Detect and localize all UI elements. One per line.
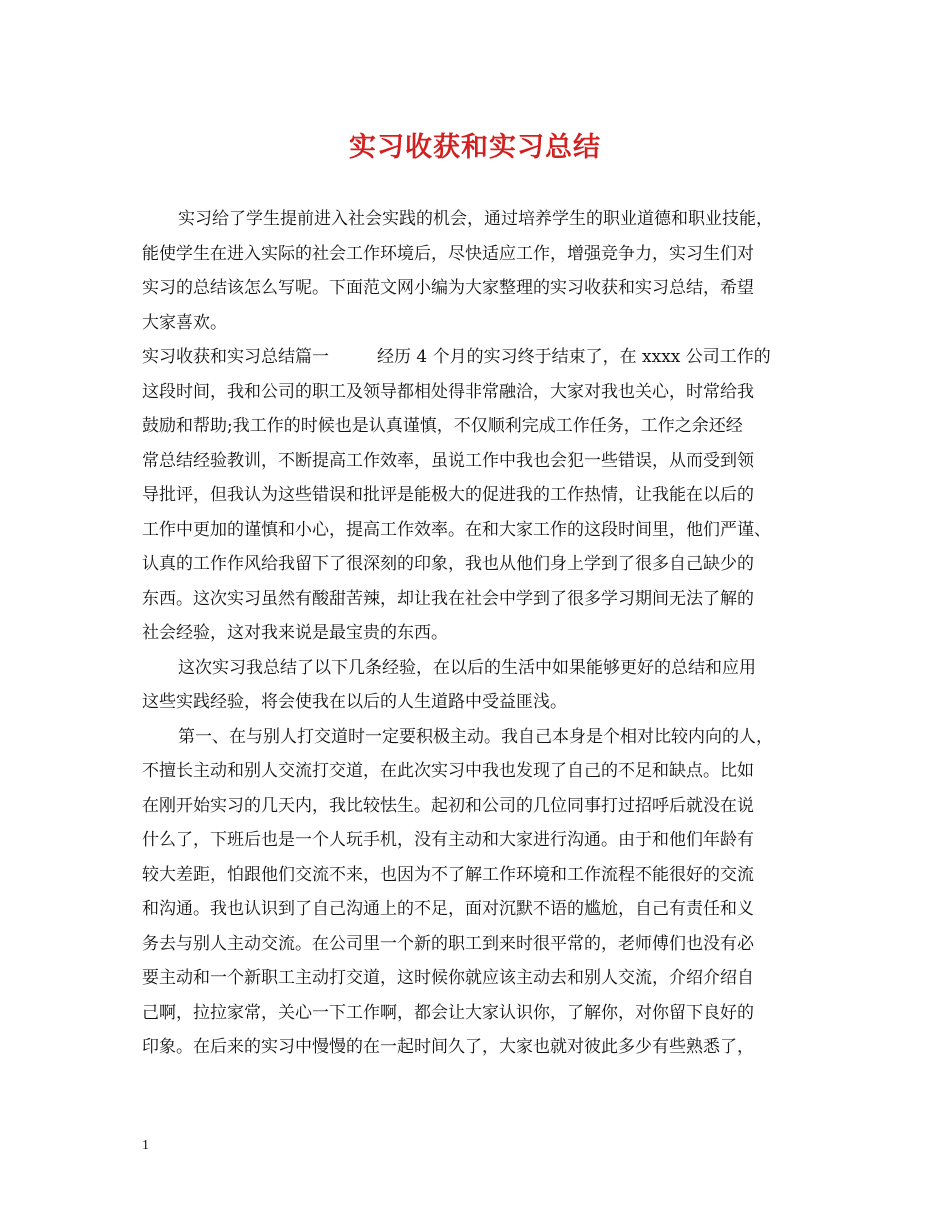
text-line: 东西。这次实习虽然有酸甜苦辣，却让我在社会中学到了很多学习期间无法了解的 xyxy=(142,588,754,609)
text-line: 工作中更加的谨慎和小心，提高工作效率。在和大家工作的这段时间里，他们严谨、 xyxy=(142,519,771,540)
section-text: 经历 4 个月的实习终于结束了，在 xxxx 公司工作的 xyxy=(377,347,771,367)
text-line: 较大差距，怕跟他们交流不来，也因为不了解工作环境和工作流程不能很好的交流 xyxy=(142,864,754,885)
text-line: 要主动和一个新职工主动打交道，这时候你就应该主动去和别人交流，介绍介绍自 xyxy=(142,968,754,988)
text-line: 认真的工作作风给我留下了很深刻的印象，我也从他们身上学到了很多自己缺少的 xyxy=(142,554,754,574)
text-line: 常总结经验教训，不断提高工作效率，虽说工作中我也会犯一些错误，从而受到领 xyxy=(142,450,754,471)
text-line: 这些实践经验，将会使我在以后的人生道路中受益匪浅。 xyxy=(142,692,567,712)
text-line: 印象。在后来的实习中慢慢的在一起时间久了，大家也就对彼此多少有些熟悉了， xyxy=(142,1037,754,1057)
page-number: 1 xyxy=(142,1138,149,1153)
text-line: 什么了，下班后也是一个人玩手机，没有主动和大家进行沟通。由于和他们年龄有 xyxy=(142,830,754,850)
text-line: 这次实习我总结了以下几条经验，在以后的生活中如果能够更好的总结和应用 xyxy=(178,657,756,678)
text-line: 不擅长主动和别人交流打交道，在此次实习中我也发现了自己的不足和缺点。比如 xyxy=(142,761,754,781)
section-heading: 实习收获和实习总结篇一 xyxy=(142,347,329,367)
document-body xyxy=(142,202,832,1065)
text-line: 社会经验，这对我来说是最宝贵的东西。 xyxy=(142,623,448,643)
text-line: 大家喜欢。 xyxy=(142,312,227,333)
text-line: 在刚开始实习的几天内，我比较怯生。起初和公司的几位同事打过招呼后就没在说 xyxy=(142,795,754,816)
text-line: 这段时间，我和公司的职工及领导都相处得非常融洽，大家对我也关心，时常给我 xyxy=(142,381,754,402)
page-title: 实习收获和实习总结 xyxy=(349,132,601,163)
text-line: 和沟通。我也认识到了自己沟通上的不足，面对沉默不语的尴尬，自己有责任和义 xyxy=(142,899,754,919)
text-line: 导批评，但我认为这些错误和批评是能极大的促进我的工作热情，让我能在以后的 xyxy=(142,485,754,505)
text-line: 己啊，拉拉家常，关心一下工作啊，都会让大家认识你，了解你，对你留下良好的 xyxy=(142,1002,754,1023)
text-line: 能使学生在进入实际的社会工作环境后，尽快适应工作，增强竞争力，实习生们对 xyxy=(142,243,754,264)
text-line: 第一、在与别人打交道时一定要积极主动。我自己本身是个相对比较内向的人， xyxy=(178,726,773,747)
text-line: 鼓励和帮助;我工作的时候也是认真谨慎，不仅顺利完成工作任务，工作之余还经 xyxy=(142,416,743,436)
text-line: 务去与别人主动交流。在公司里一个新的职工到来时很平常的，老师傅们也没有必 xyxy=(142,933,754,954)
text-line: 实习的总结该怎么写呢。下面范文网小编为大家整理的实习收获和实习总结，希望 xyxy=(142,278,754,298)
text-line: 实习给了学生提前进入社会实践的机会，通过培养学生的职业道德和职业技能， xyxy=(178,209,773,229)
text-line xyxy=(142,340,832,375)
